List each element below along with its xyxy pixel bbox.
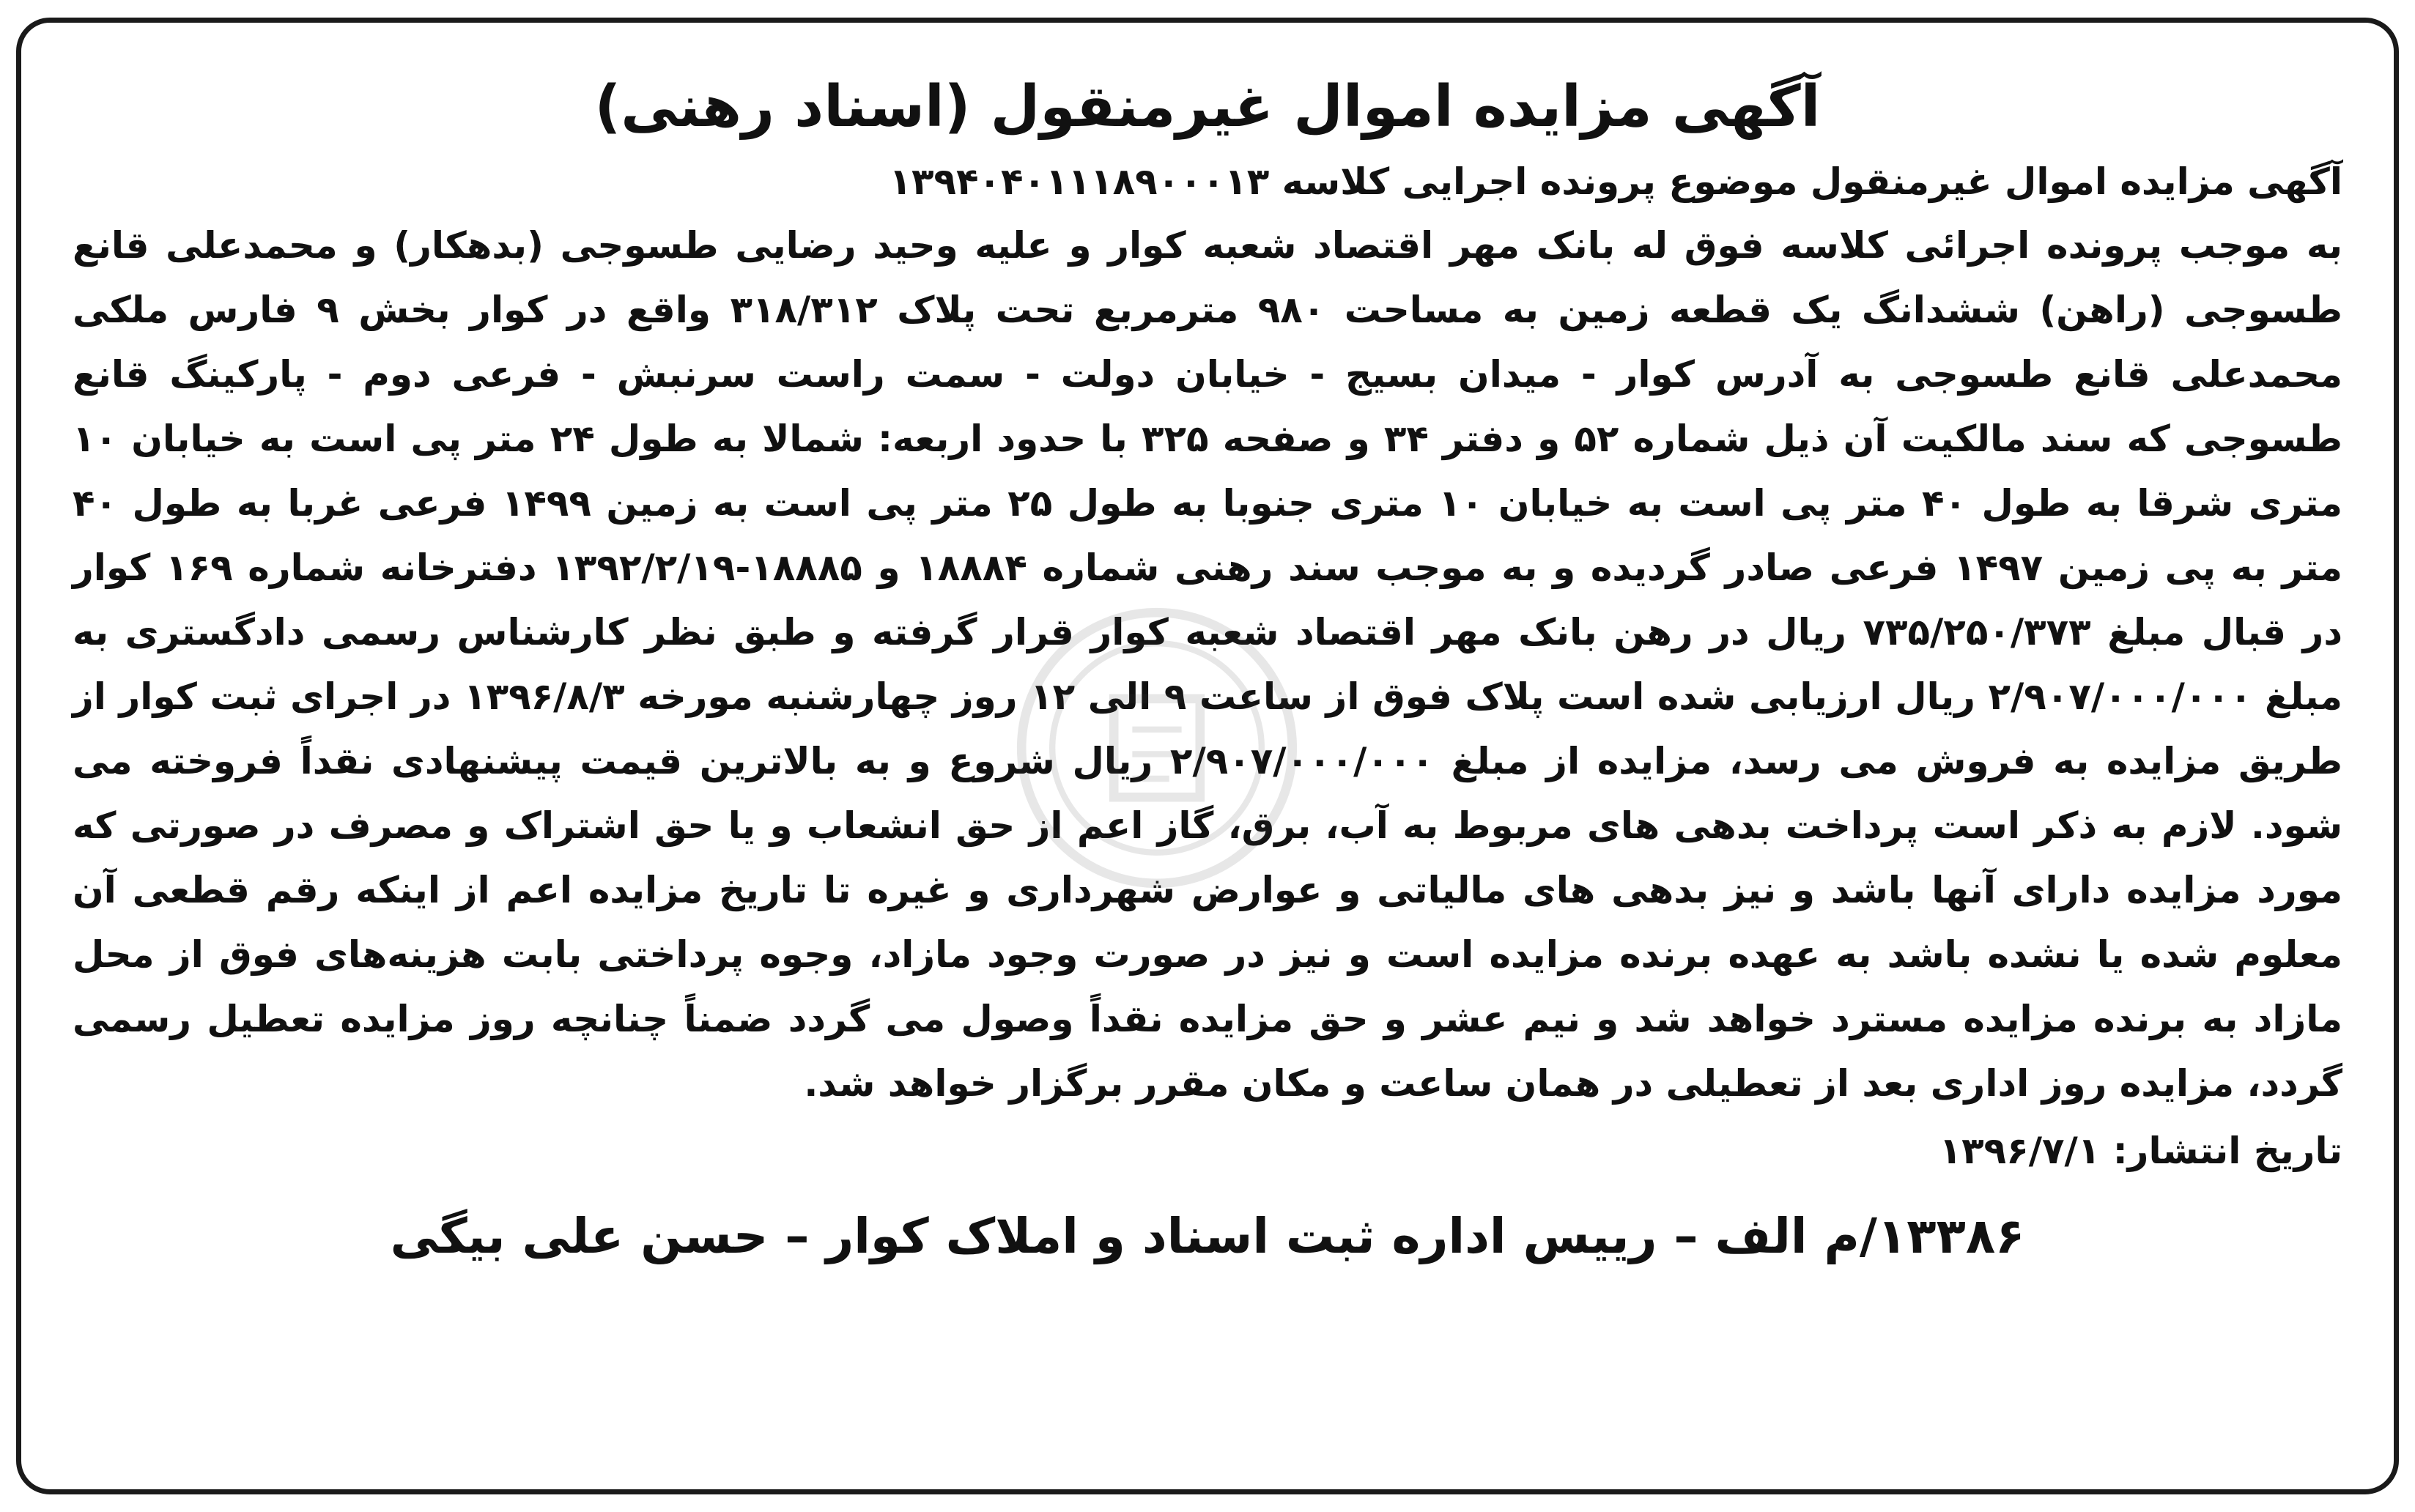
publish-date: تاریخ انتشار: ۱۳۹۶/۷/۱: [1939, 1130, 2342, 1172]
notice-subtitle: آگهی مزایده اموال غیرمنقول موضوع پرونده اجرایی کلاسه ۱۳۹۴۰۴۰۱۱۱۸۹۰۰۰۱۳: [889, 160, 2342, 203]
notice-signature: ۱۳۳۸۶/م الف – رییس اداره ثبت اسناد و املاک کوار – حسن علی بیگی: [390, 1208, 2025, 1264]
notice-body: به موجب پرونده اجرائی کلاسه فوق له بانک مهر اقتصاد شعبه کوار و علیه وحید رضایی طسوجی (بدهکار) و محمدعلی قانع طسوجی (راهن) ششدانگ یک قطعه زمین به مساحت ۹۸۰ مترمربع تحت پلاک ۳۱۸/۳۱۲ واقع در کوار بخش ۹ فارس ملکی محمدعلی قانع طسوجی به آدرس کوار - میدان بسیج - خیابان دولت - سمت راست سرنبش - فرعی دوم - پارکینگ قانع طسوجی که سند مالکیت آن ذیل شماره ۵۲ و دفتر ۳۴ و صفحه ۳۲۵ با حدود اربعه: شمالا به طول ۲۴ متر پی است به خیابان ۱۰ متری شرقا به طول ۴۰ متر پی است به خیابان ۱۰ متری جنوبا به طول ۲۵ متر پی است به زمین ۱۴۹۹ فرعی غربا به طول ۴۰ متر به پی زمین ۱۴۹۷ فرعی صادر گردیده و به موجب سند رهنی شماره ۱۸۸۸۴ و ۱۸۸۸۵-۱۳۹۲/۲/۱۹ دفترخانه شماره ۱۶۹ کوار در قبال مبلغ ۷۳۵/۲۵۰/۳۷۳ ریال در رهن بانک مهر اقتصاد شعبه کوار قرار گرفته و طبق نظر کارشناس رسمی دادگستری به مبلغ ۲/۹۰۷/۰۰۰/۰۰۰ ریال ارزیابی شده است پلاک فوق از ساعت ۹ الی ۱۲ روز چهارشنبه مورخه ۱۳۹۶/۸/۳ در اجرای ثبت کوار از طریق مزایده به فروش می رسد، مزایده از مبلغ ۲/۹۰۷/۰۰۰/۰۰۰ ریال شروع و به بالاترین قیمت پیشنهادی نقداً فروخته می شود. لازم به ذکر است پرداخت بدهی های مربوط به آب، برق، گاز اعم از حق انشعاب و یا حق اشتراک و مصرف در صورتی که مورد مزایده دارای آنها باشد و نیز بدهی های مالیاتی و عوارض شهرداری و غیره تا تاریخ مزایده اعم از اینکه رقم قطعی آن معلوم شده یا نشده باشد به عهده برنده مزایده است و نیز در صورت وجود مازاد، وجوه پرداختی بابت هزینه‌های فوق از محل مازاد به برنده مزایده مسترد خواهد شد و نیم عشر و حق مزایده نقداً وصول می گردد ضمناً چنانچه روز مزایده تعطیل رسمی گردد، مزایده روز اداری بعد از تعطیلی در همان ساعت و مکان مقرر برگزار خواهد شد.: [73, 224, 2343, 1105]
notice-content: [73, 67, 2342, 1277]
notice-title: آگهی مزایده اموال غیرمنقول (اسناد رهنی): [594, 74, 1821, 140]
notice-frame: [16, 18, 2399, 1494]
